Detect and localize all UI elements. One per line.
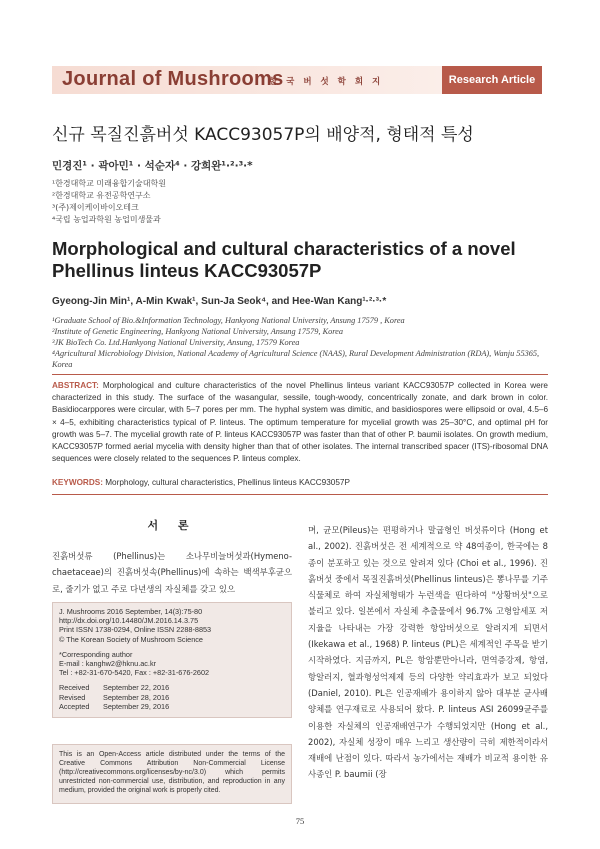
korean-affiliation: ¹한경대학교 미래융합기술대학원	[52, 179, 166, 188]
journal-banner	[52, 66, 442, 94]
abstract-text: Morphological and culture characteristics of the novel Phellinus linteus variant KACC93057P collected in Korea were characterized in this study. The surface of the wasangular, sessile, tough-woody, concentrically zonate, and dark brown in color. Basidiocarppores were circular, with 5–7 pores per mm. The hyphal system was dimitic, and basidiospores were ellipsoid or oval, 4.5–6 × 4–5, exhibiting characteristics typical of P. linteus. The optimum temperature for mycelial growth was 25–30°C, and optimal pH for growth was 5–7. The mycelial growth rate of P. linteus KACC93057P was faster than that of other P. baumii isolates. On growth medium, KACC93057P formed aerial mycelia with density higher than that of other isolates. The internal transcribed spacer (ITS)-ribosomal DNA sequences were closely related to the sequences P. linteus complex.	[52, 381, 548, 464]
english-affiliation: ⁴Agricultural Microbiology Division, National Academy of Agricultural Science (NAAS), Rural Development Administration (RDA), Wanju 55365, Korea	[52, 349, 540, 369]
english-affiliation: ²Institute of Genetic Engineering, Hankyong National University, Ansung 17579, Korea	[52, 327, 343, 336]
intro-right-column: 며, 균모(Pileus)는 편평하거나 말굽형인 버섯류이다 (Hong et al., 2002). 진흙버섯은 전 세계적으로 약 48여종이, 한국에는 8종이 분포하고 있는 것으로 알려져 있다 (Choi et al., 1996). 진흙버섯 중에서 목질진흙버섯(Phellinus linteus)은 뽕나무를 기주식물체로 하여 자실체형태가 누런색을 띤다하여 "상황버섯"으로 불리고 있다. 일본에서 자실체 추출물에서 96.7% 고형암세포 저지율을 나타내는 가장 강력한 항암버섯으로 알려지게 되면서 (Ikekawa et al., 1968) P. linteus (PL)은 세계적인 주목을 받기 시작하였다. 지금까지, PL은 항암뿐만아니라, 면역증강제, 항염, 항알러지, 혈과형성억제제 등의 다양한 약리효과가 보고 되었다 (Daniel, 2010). PL은 인공재배가 용이하지 않아 대부분 균사배양체를 연구재료로 사용되어 왔다. P. linteus ASI 26099균주를 이용한 자실체의 인공재배연구가 수행되었지만 (Hong et al., 2002), 자실체 성장이 매우 느리고 생산량이 극히 제한적이라서 재배에 난점이 있다. 따라서 농가에서는 재배가 비교적 용이한 유사종인 P. baumii (장	[308, 525, 548, 780]
corresponding-label: *Corresponding author	[59, 649, 133, 659]
corresponding-email[interactable]: E-mail : kanghw2@hknu.ac.kr	[59, 659, 157, 669]
keywords	[52, 478, 548, 487]
journal-name: Journal of Mushrooms	[62, 68, 284, 90]
keywords-text: Morphology, cultural characteristics, Phellinus linteus KACC93057P	[105, 478, 350, 487]
article-info-box	[52, 602, 292, 718]
date-received: Received September 22, 2016	[59, 683, 170, 693]
license-box: This is an Open-Access article distributed under the terms of the Creative Commons Attribution Non-Commercial License (http://creativecommons.org/licenses/by-nc/3.0) which permits unrestricted non-commercial use, distribution, and reproduction in any medium, provided the original work is properly cited.	[52, 744, 292, 804]
page-number: 75	[295, 816, 305, 826]
section-title-introduction: 서 론	[147, 519, 197, 532]
info-line: Print ISSN 1738-0294, Online ISSN 2288-8853	[59, 625, 212, 635]
abstract	[52, 380, 548, 465]
abstract-label: ABSTRACT:	[52, 381, 99, 390]
english-authors: Gyeong-Jin Min¹, A-Min Kwak¹, Sun-Ja Seok⁴, and Hee-Wan Kang¹·²·³·*	[52, 296, 387, 307]
korean-affiliation: ²한경대학교 유전공학연구소	[52, 191, 151, 200]
intro-left-column: 진흙버섯류 (Phellinus)는 소나무비늘버섯과(Hymeno-chaetaceae)의 진흙버섯속(Phellinus)에 속하는 백색부후균으로, 줄기가 없고 주로 다년생의 자실체를 갖고 있으	[52, 551, 292, 594]
journal-name-korean: 한 국 버 섯 학 회 지	[269, 77, 384, 87]
info-line: © The Korean Society of Mushroom Science	[59, 634, 203, 644]
article-type-badge: Research Article	[442, 66, 542, 94]
article-dates	[59, 683, 285, 711]
korean-title: 신규 목질진흙버섯 KACC93057P의 배양적, 형태적 특성	[52, 125, 474, 145]
date-accepted: Accepted September 29, 2016	[59, 701, 170, 711]
english-affiliation: ¹Graduate School of Bio.&Information Technology, Hankyong National University, Ansung 17579 , Korea	[52, 316, 405, 325]
corresponding-phone: Tel : +82-31-670-5420, Fax : +82-31-676-2602	[59, 668, 210, 678]
info-line: J. Mushrooms 2016 September, 14(3):75-80	[59, 607, 203, 616]
english-title: Morphological and cultural characteristics of a novel Phellinus linteus KACC93057P	[52, 238, 516, 281]
english-affiliation: ³JK BioTech Co. Ltd.Hankyong National University, Ansung, 17579 Korea	[52, 338, 300, 347]
keywords-label: KEYWORDS:	[52, 478, 103, 487]
divider	[52, 374, 548, 375]
journal-header	[52, 66, 542, 94]
korean-affiliation: ³(주)제이케이바이오테크	[52, 203, 139, 212]
korean-authors: 민경진¹ · 곽아민¹ · 석순자⁴ · 강희완¹·²·³·*	[52, 160, 253, 172]
divider	[52, 494, 548, 495]
doi-link[interactable]: http://dx.doi.org/10.14480/JM.2016.14.3.75	[59, 616, 199, 626]
korean-affiliation: ⁴국립 농업과학원 농업미생물과	[52, 215, 161, 224]
date-revised: Revised September 28, 2016	[59, 692, 170, 702]
